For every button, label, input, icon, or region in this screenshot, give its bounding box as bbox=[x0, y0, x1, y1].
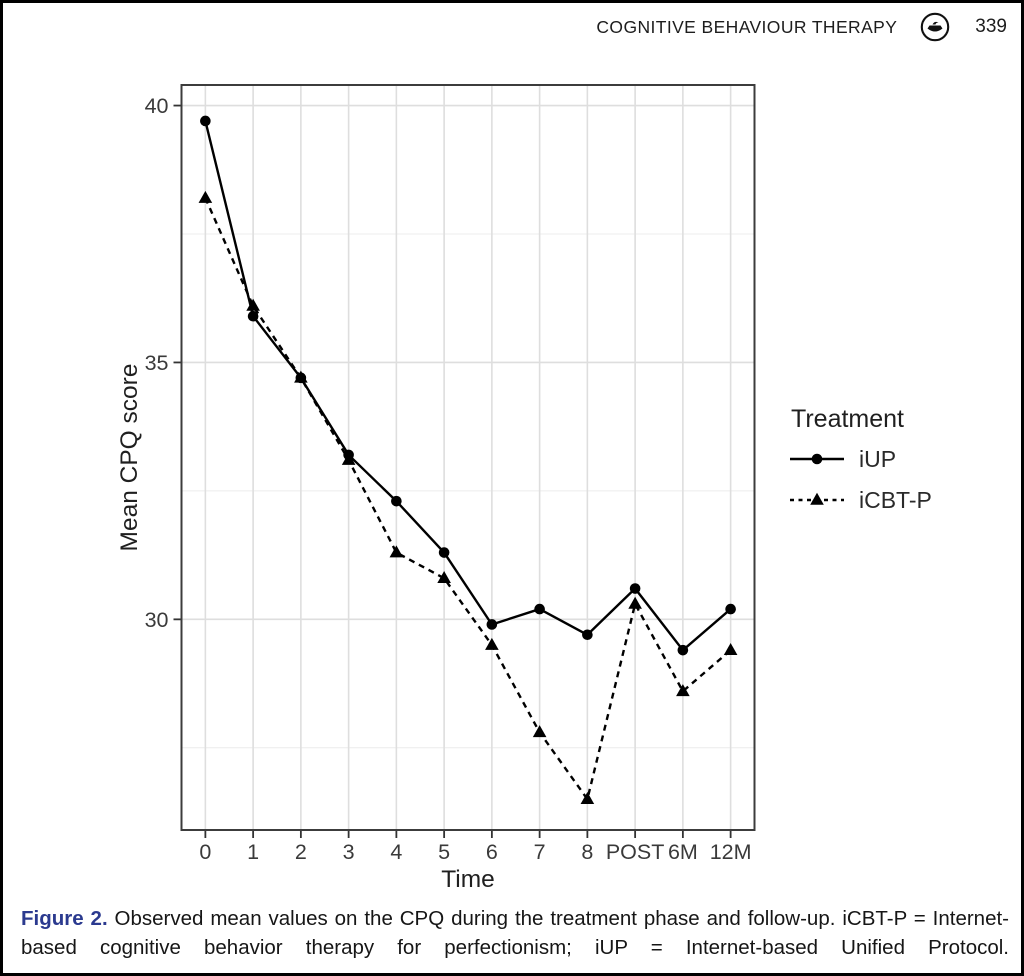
x-tick-label: 2 bbox=[294, 840, 307, 864]
figure-caption bbox=[21, 904, 1009, 962]
plot-panel bbox=[182, 85, 755, 830]
data-point bbox=[725, 604, 736, 615]
legend-key-marker bbox=[810, 493, 824, 505]
y-tick-label: 30 bbox=[144, 607, 169, 632]
x-tick-label: 6M bbox=[667, 840, 698, 864]
y-axis bbox=[116, 94, 181, 632]
x-tick-label: 0 bbox=[199, 840, 212, 864]
data-point bbox=[391, 496, 402, 507]
x-tick-label: POST bbox=[605, 840, 665, 864]
x-tick-label: 1 bbox=[247, 840, 260, 864]
y-axis-title: Mean CPQ score bbox=[116, 363, 143, 552]
y-tick-label: 40 bbox=[144, 94, 169, 119]
legend-item-iUP bbox=[790, 446, 896, 472]
legend-label: iUP bbox=[859, 446, 897, 472]
legend-key-marker bbox=[812, 454, 823, 465]
data-point bbox=[582, 629, 593, 640]
journal-title: COGNITIVE BEHAVIOUR THERAPY bbox=[596, 16, 898, 37]
figure-caption-label: Figure 2. bbox=[21, 907, 108, 930]
legend-item-iCBT-P bbox=[790, 487, 932, 513]
x-tick-label: 12M bbox=[709, 840, 752, 864]
x-tick-label: 6 bbox=[485, 840, 498, 864]
data-point bbox=[534, 604, 545, 615]
legend bbox=[790, 405, 932, 513]
legend-title: Treatment bbox=[791, 405, 905, 433]
data-point bbox=[630, 583, 641, 594]
page-number: 339 bbox=[975, 16, 1007, 37]
x-axis-title: Time bbox=[441, 866, 495, 893]
data-point bbox=[439, 547, 450, 558]
data-point bbox=[678, 645, 689, 656]
x-tick-label: 4 bbox=[390, 840, 403, 864]
x-tick-label: 8 bbox=[581, 840, 594, 864]
figure-caption-text: Observed mean values on the CPQ during the treatment phase and follow-up. iCBT-P = Internet-based cognitive behavior therapy for perfectionism; iUP = Internet-based Unified Protocol. bbox=[21, 907, 1009, 960]
x-tick-label: 7 bbox=[533, 840, 546, 864]
data-point bbox=[200, 116, 211, 127]
data-point bbox=[487, 619, 498, 630]
y-tick-label: 35 bbox=[144, 350, 169, 375]
x-tick-label: 3 bbox=[342, 840, 355, 864]
cpq-line-chart bbox=[3, 3, 1024, 901]
x-axis bbox=[199, 831, 751, 893]
x-tick-label: 5 bbox=[438, 840, 451, 864]
legend-label: iCBT-P bbox=[859, 487, 932, 513]
